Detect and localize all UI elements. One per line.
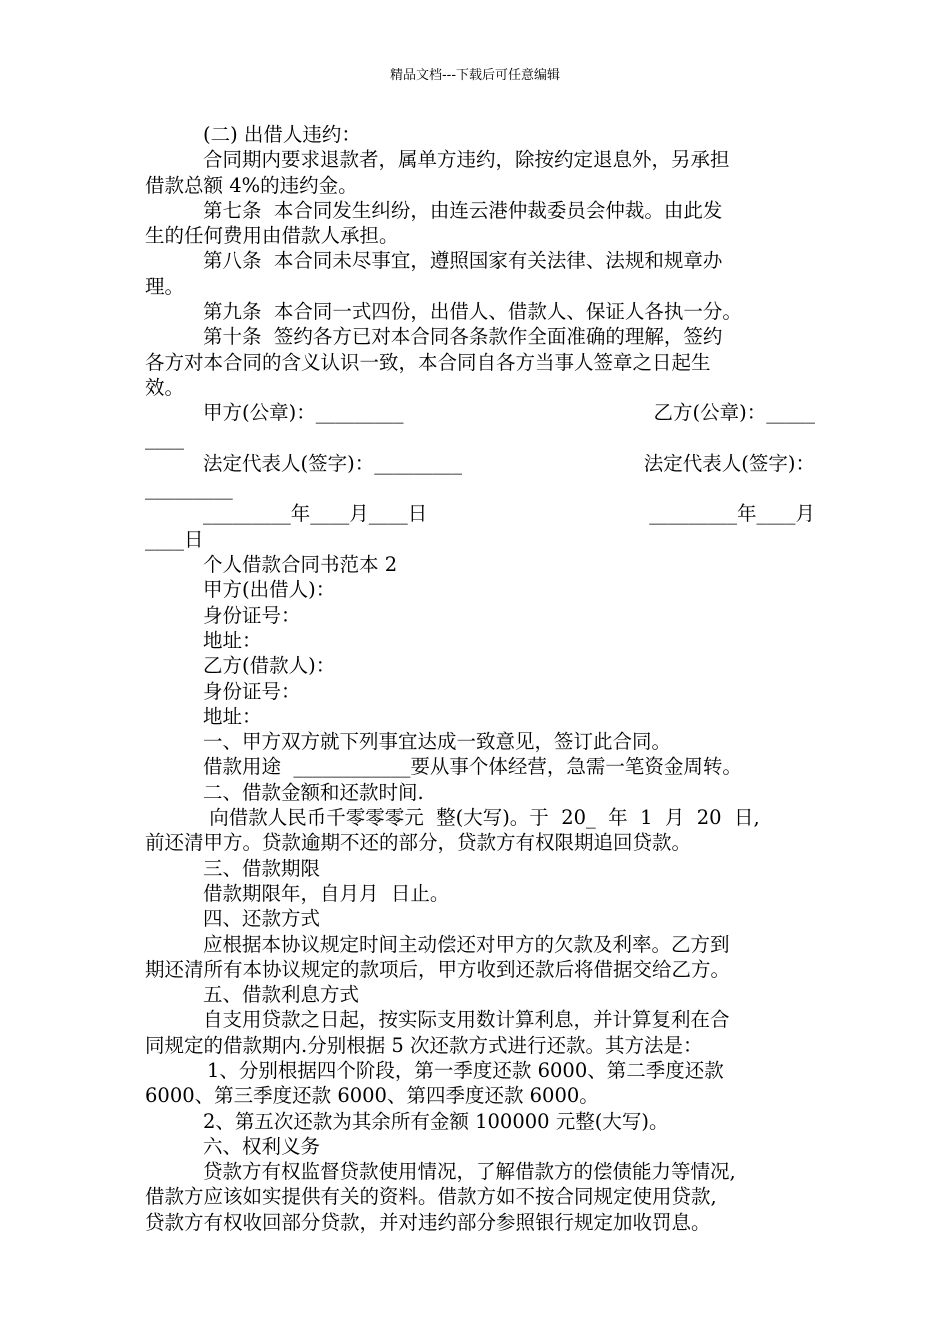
text-line: 借款方应该如实提供有关的资料。借款方如不按合同规定使用贷款,	[145, 1185, 717, 1209]
text-line: 2、第五次还款为其余所有金额 100000 元整(大写)。	[203, 1109, 669, 1133]
text-line: 借款期限年，自月月 日止。	[203, 881, 450, 905]
text-line: 贷款方有权监督贷款使用情况，了解借款方的偿债能力等情况,	[203, 1160, 736, 1184]
signature-continuation: _________	[145, 477, 233, 501]
page-header: 精品文档---下载后可任意编辑	[389, 68, 561, 83]
signature-right: 乙方(公章)：_____	[653, 401, 815, 425]
signature-left: 甲方(公章)：_________	[203, 401, 404, 425]
text-line: 甲方(出借人)：	[203, 578, 336, 602]
text-line: 6000、第三季度还款 6000、第四季度还款 6000。	[145, 1084, 599, 1108]
signature-right: 法定代表人(签字)：	[643, 451, 815, 475]
text-line: 身份证号：	[203, 679, 301, 703]
text-line: 第十条 签约各方已对本合同各条款作全面准确的理解，签约	[203, 325, 723, 349]
text-line: 贷款方有权收回部分贷款，并对违约部分参照银行规定加收罚息。	[145, 1210, 711, 1234]
text-line: 理。	[145, 274, 185, 298]
text-line: 期还清所有本协议规定的款项后，甲方收到还款后将借据交给乙方。	[145, 957, 731, 981]
text-line: 三、借款期限	[203, 856, 321, 880]
text-line: 五、借款利息方式	[203, 983, 360, 1007]
text-line: 前还清甲方。贷款逾期不还的部分，贷款方有权限期追回贷款。	[145, 831, 692, 855]
signature-continuation: ____日	[145, 527, 204, 551]
text-line: (二) 出借人违约：	[203, 123, 361, 146]
text-line: 二、借款金额和还款时间.	[203, 780, 424, 804]
signature-row	[145, 451, 815, 476]
text-line: 身份证号：	[203, 603, 301, 627]
text-line: 借款总额 4%的违约金。	[145, 173, 358, 197]
text-line: 四、还款方式	[203, 907, 321, 931]
text-line: 各方对本合同的含义认识一致，本合同自各方当事人签章之日起生	[145, 350, 711, 374]
text-line: 第八条 本合同未尽事宜，遵照国家有关法律、法规和规章办	[203, 249, 723, 273]
text-line: 借款用途 ____________要从事个体经营，急需一笔资金周转。	[203, 755, 742, 779]
text-line: 乙方(借款人)：	[203, 654, 336, 678]
text-line: 一、甲方双方就下列事宜达成一致意见，签订此合同。	[203, 730, 672, 754]
text-line: 第九条 本合同一式四份，出借人、借款人、保证人各执一分。	[203, 300, 742, 324]
signature-block	[145, 400, 815, 552]
text-line: 自支用贷款之日起，按实际支用数计算利息，并计算复利在合	[203, 1008, 730, 1032]
text-line: 应根据本协议规定时间主动偿还对甲方的欠款及利率。乙方到	[203, 932, 730, 956]
text-line: 合同期内要求退款者，属单方违约，除按约定退息外，另承担	[203, 148, 730, 172]
text-line: 个人借款合同书范本 2	[203, 553, 398, 577]
text-line: 第七条 本合同发生纠纷，由连云港仲裁委员会仲裁。由此发	[203, 198, 723, 222]
text-line: 生的任何费用由借款人承担。	[145, 224, 399, 248]
text-line: 向借款人民币千零零零元 整(大写)。于 20_ 年 1 月 20 日,	[203, 806, 760, 830]
signature-continuation: ____	[145, 426, 184, 450]
text-line: 地址：	[203, 704, 262, 728]
contract-sample-2	[145, 552, 815, 1235]
signature-row	[145, 501, 815, 526]
signature-left: 法定代表人(签字)：_________	[203, 451, 462, 475]
text-line: 地址：	[203, 628, 262, 652]
text-line: 效。	[145, 375, 185, 399]
document-body	[145, 122, 815, 1235]
contract-clauses	[145, 122, 815, 400]
signature-row	[145, 400, 815, 425]
signature-left: _________年____月____日	[203, 502, 428, 526]
signature-right: _________年____月	[649, 502, 815, 526]
text-line: 同规定的借款期内.分别根据 5 次还款方式进行还款。其方法是：	[145, 1033, 703, 1057]
text-line: 1、分别根据四个阶段，第一季度还款 6000、第二季度还款	[207, 1058, 724, 1082]
text-line: 六、权利义务	[203, 1134, 321, 1158]
